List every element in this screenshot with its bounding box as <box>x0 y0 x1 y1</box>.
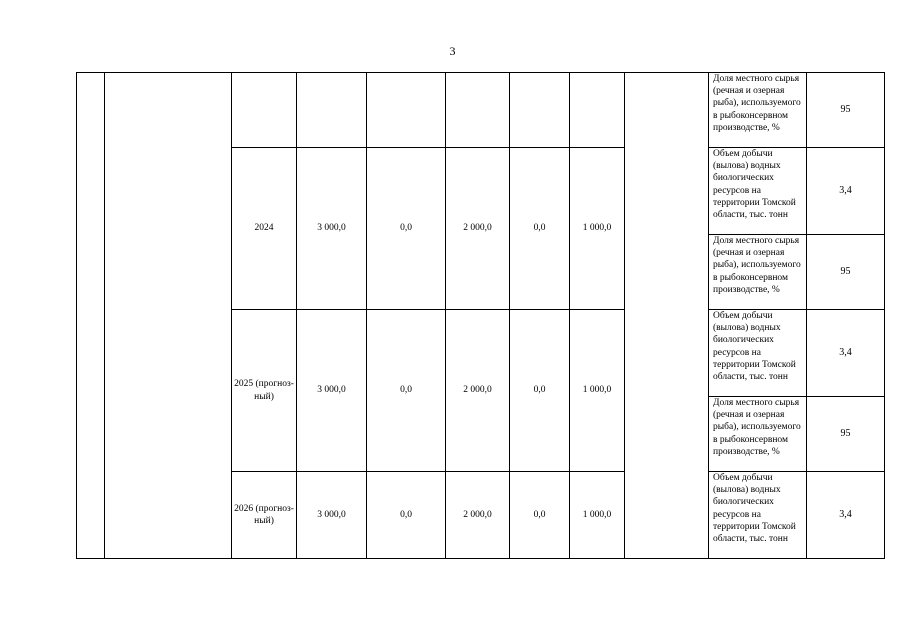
federal-budget-cell: 0,0 <box>367 148 446 310</box>
local-budget-cell: 0,0 <box>510 148 570 310</box>
extrabudgetary-cell: 1 000,0 <box>570 148 625 310</box>
indicator-name: Доля местного сырья (речная и озерная рыба), используемого в рыбоконсервном производстве, % <box>709 235 807 310</box>
total-cell: 3 000,0 <box>297 472 367 559</box>
event-name-cell <box>105 73 232 559</box>
local-budget-cell: 0,0 <box>510 310 570 472</box>
regional-budget-cell <box>446 73 510 148</box>
federal-budget-cell <box>367 73 446 148</box>
indicator-name: Доля местного сырья (речная и озерная рыба), используемого в рыбоконсервном производстве, % <box>709 73 807 148</box>
extrabudgetary-cell <box>570 73 625 148</box>
indicator-value: 95 <box>807 235 885 310</box>
regional-budget-cell: 2 000,0 <box>446 472 510 559</box>
total-cell: 3 000,0 <box>297 310 367 472</box>
page-number: 3 <box>449 44 456 58</box>
table-row <box>77 73 885 148</box>
extrabudgetary-cell: 1 000,0 <box>570 310 625 472</box>
local-budget-cell <box>510 73 570 148</box>
extrabudgetary-cell: 1 000,0 <box>570 472 625 559</box>
number-cell <box>77 73 105 559</box>
federal-budget-cell: 0,0 <box>367 310 446 472</box>
indicator-value: 95 <box>807 397 885 472</box>
total-cell <box>297 73 367 148</box>
indicator-value: 3,4 <box>807 148 885 235</box>
year-cell <box>232 73 297 148</box>
year-cell: 2024 <box>232 148 297 310</box>
indicator-value: 3,4 <box>807 472 885 559</box>
budget-table <box>76 72 885 559</box>
total-cell: 3 000,0 <box>297 148 367 310</box>
indicator-name: Доля местного сырья (речная и озерная рыба), используемого в рыбоконсервном производстве, % <box>709 397 807 472</box>
year-cell: 2026 (прогноз-ный) <box>232 472 297 559</box>
regional-budget-cell: 2 000,0 <box>446 310 510 472</box>
federal-budget-cell: 0,0 <box>367 472 446 559</box>
indicator-name: Объем добычи (вылова) водных биологических ресурсов на территории Томской области, тыс. тонн <box>709 148 807 235</box>
local-budget-cell: 0,0 <box>510 472 570 559</box>
indicator-value: 95 <box>807 73 885 148</box>
participant-cell <box>625 73 709 559</box>
indicator-name: Объем добычи (вылова) водных биологических ресурсов на территории Томской области, тыс. тонн <box>709 472 807 559</box>
year-cell: 2025 (прогноз-ный) <box>232 310 297 472</box>
indicator-value: 3,4 <box>807 310 885 397</box>
indicator-name: Объем добычи (вылова) водных биологических ресурсов на территории Томской области, тыс. тонн <box>709 310 807 397</box>
regional-budget-cell: 2 000,0 <box>446 148 510 310</box>
